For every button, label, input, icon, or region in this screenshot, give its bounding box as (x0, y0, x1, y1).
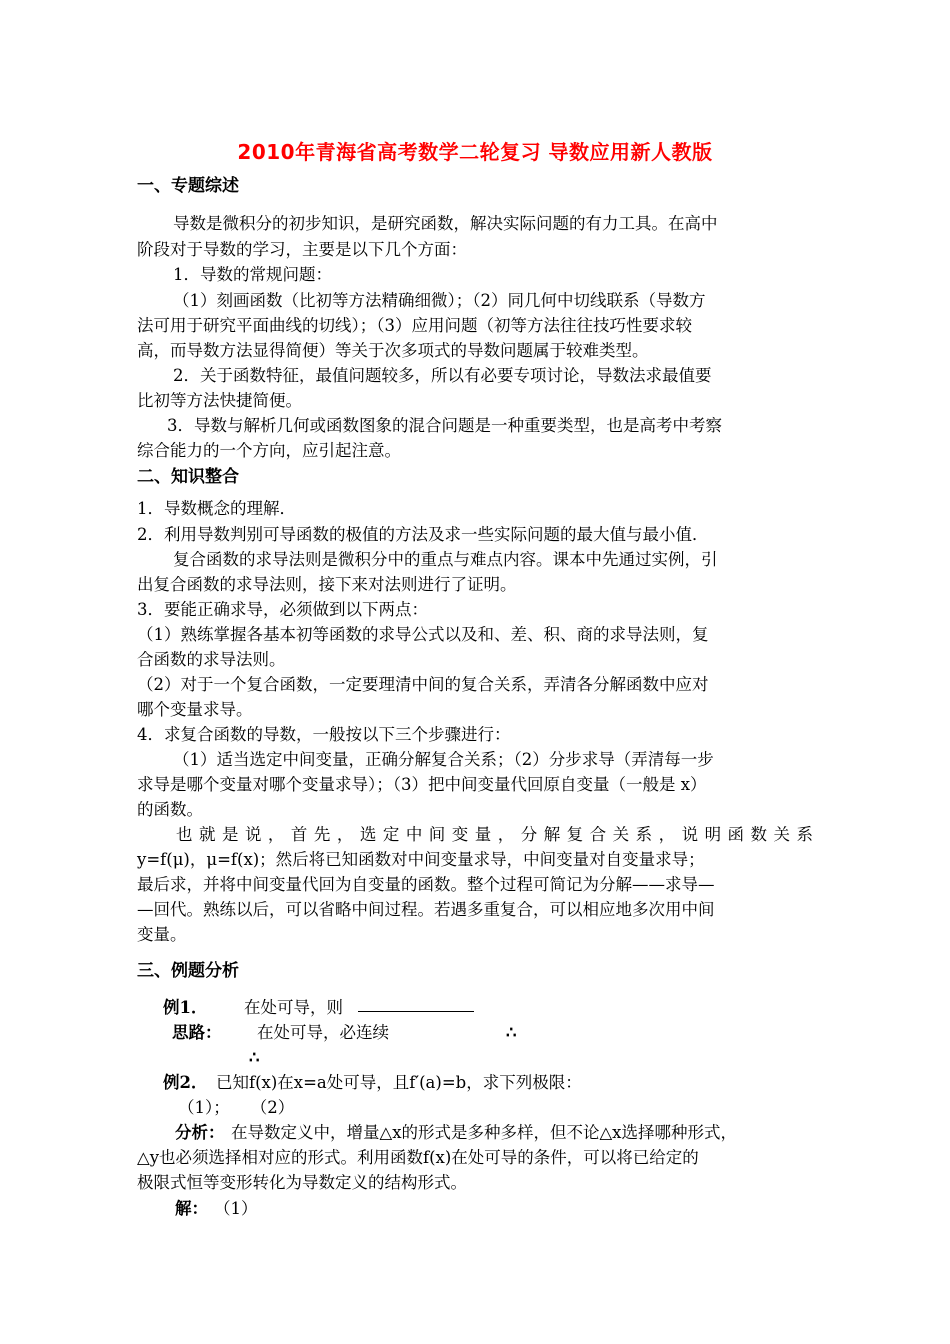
paragraph-line: 2．利用导数判别可导函数的极值的方法及求一些实际问题的最大值与最小值． (137, 525, 709, 544)
paragraph-line: （1）刻画函数（比初等方法精确细微）；（2）同几何中切线联系（导数方 (173, 291, 706, 310)
paragraph-line: 3．要能正确求导，必须做到以下两点： (137, 600, 428, 619)
paragraph-line: 出复合函数的求导法则，接下来对法则进行了证明。 (137, 575, 517, 594)
therefore-symbol: ∴ (249, 1048, 260, 1067)
paragraph-line: 阶段对于导数的学习，主要是以下几个方面： (137, 240, 467, 259)
paragraph-line: 复合函数的求导法则是微积分中的重点与难点内容。课本中先通过实例，引 (173, 550, 718, 569)
paragraph-line: 哪个变量求导。 (137, 700, 253, 719)
example1-label: 例1． (163, 998, 208, 1017)
paragraph-line: 变量。 (137, 925, 187, 944)
paragraph-line: 的函数。 (137, 800, 203, 819)
paragraph-line: 在导数定义中，增量△x的形式是多种多样，但不论△x选择哪种形式， (231, 1123, 737, 1142)
paragraph-line: 导数是微积分的初步知识，是研究函数，解决实际问题的有力工具。在高中 (173, 214, 718, 233)
paragraph-line: △y也必须选择相对应的形式。利用函数f(x)在处可导的条件，可以将已给定的 (137, 1148, 699, 1167)
paragraph-line: （2）对于一个复合函数，一定要理清中间的复合关系，弄清各分解函数中应对 (137, 675, 709, 694)
paragraph-line: 1．导数概念的理解． (137, 499, 296, 518)
paragraph-line: 法可用于研究平面曲线的切线）；（3）应用问题（初等方法往往技巧性要求较 (137, 316, 692, 335)
example1-text: 在处可导，则 (244, 998, 343, 1017)
paragraph-line: 合函数的求导法则。 (137, 650, 286, 669)
paragraph-line: 求导是哪个变量对哪个变量求导）；（3）把中间变量代回原自变量（一般是 x） (137, 775, 707, 794)
idea-text: 在处可导，必连续 (257, 1023, 389, 1042)
analysis-label: 分析： (175, 1123, 225, 1142)
example2-label: 例2． (163, 1073, 208, 1092)
paragraph-line: 极限式恒等变形转化为导数定义的结构形式。 (137, 1173, 467, 1192)
list-item-title: 1．导数的常规问题： (173, 265, 332, 284)
paragraph-line: 也就是说，首先，选定中间变量，分解复合关系，说明函数关系 (176, 825, 813, 844)
paragraph-line: y=f(μ)，μ=f(x)；然后将已知函数对中间变量求导，中间变量对自变量求导； (137, 850, 705, 869)
example2-text: 已知f(x)在x=a处可导，且f′(a)=b，求下列极限： (216, 1073, 582, 1092)
paragraph-line: （1）熟练掌握各基本初等函数的求导公式以及和、差、积、商的求导法则，复 (137, 625, 709, 644)
idea-label: 思路： (172, 1023, 222, 1042)
paragraph-line: —回代。熟练以后，可以省略中间过程。若遇多重复合，可以相应地多次用中间 (137, 900, 715, 919)
paragraph-line: 综合能力的一个方向，应引起注意。 (137, 441, 401, 460)
answer-blank (358, 1011, 474, 1012)
paragraph-line: 最后求，并将中间变量代回为自变量的函数。整个过程可简记为分解——求导— (137, 875, 715, 894)
solution-label: 解： (175, 1199, 208, 1218)
section-heading-overview: 一、专题综述 (137, 176, 239, 196)
paragraph-line: 比初等方法快捷简便。 (137, 391, 302, 410)
document-title: 2010年青海省高考数学二轮复习 导数应用新人教版 (237, 140, 713, 164)
paragraph-line: 高，而导数方法显得简便）等关于次多项式的导数问题属于较难类型。 (137, 341, 649, 360)
paragraph-line: 3．导数与解析几何或函数图象的混合问题是一种重要类型，也是高考中考察 (167, 416, 722, 435)
paragraph-line: 2．关于函数特征，最值问题较多，所以有必要专项讨论，导数法求最值要 (173, 366, 712, 385)
therefore-symbol: ∴ (506, 1023, 517, 1042)
section-heading-knowledge: 二、知识整合 (137, 467, 239, 487)
solution-text: （1） (214, 1199, 258, 1218)
example2-parts: （1）； （2） (178, 1098, 295, 1117)
section-heading-examples: 三、例题分析 (137, 961, 239, 981)
paragraph-line: （1）适当选定中间变量，正确分解复合关系；（2）分步求导（弄清每一步 (173, 750, 714, 769)
paragraph-line: 4．求复合函数的导数，一般按以下三个步骤进行： (137, 725, 511, 744)
